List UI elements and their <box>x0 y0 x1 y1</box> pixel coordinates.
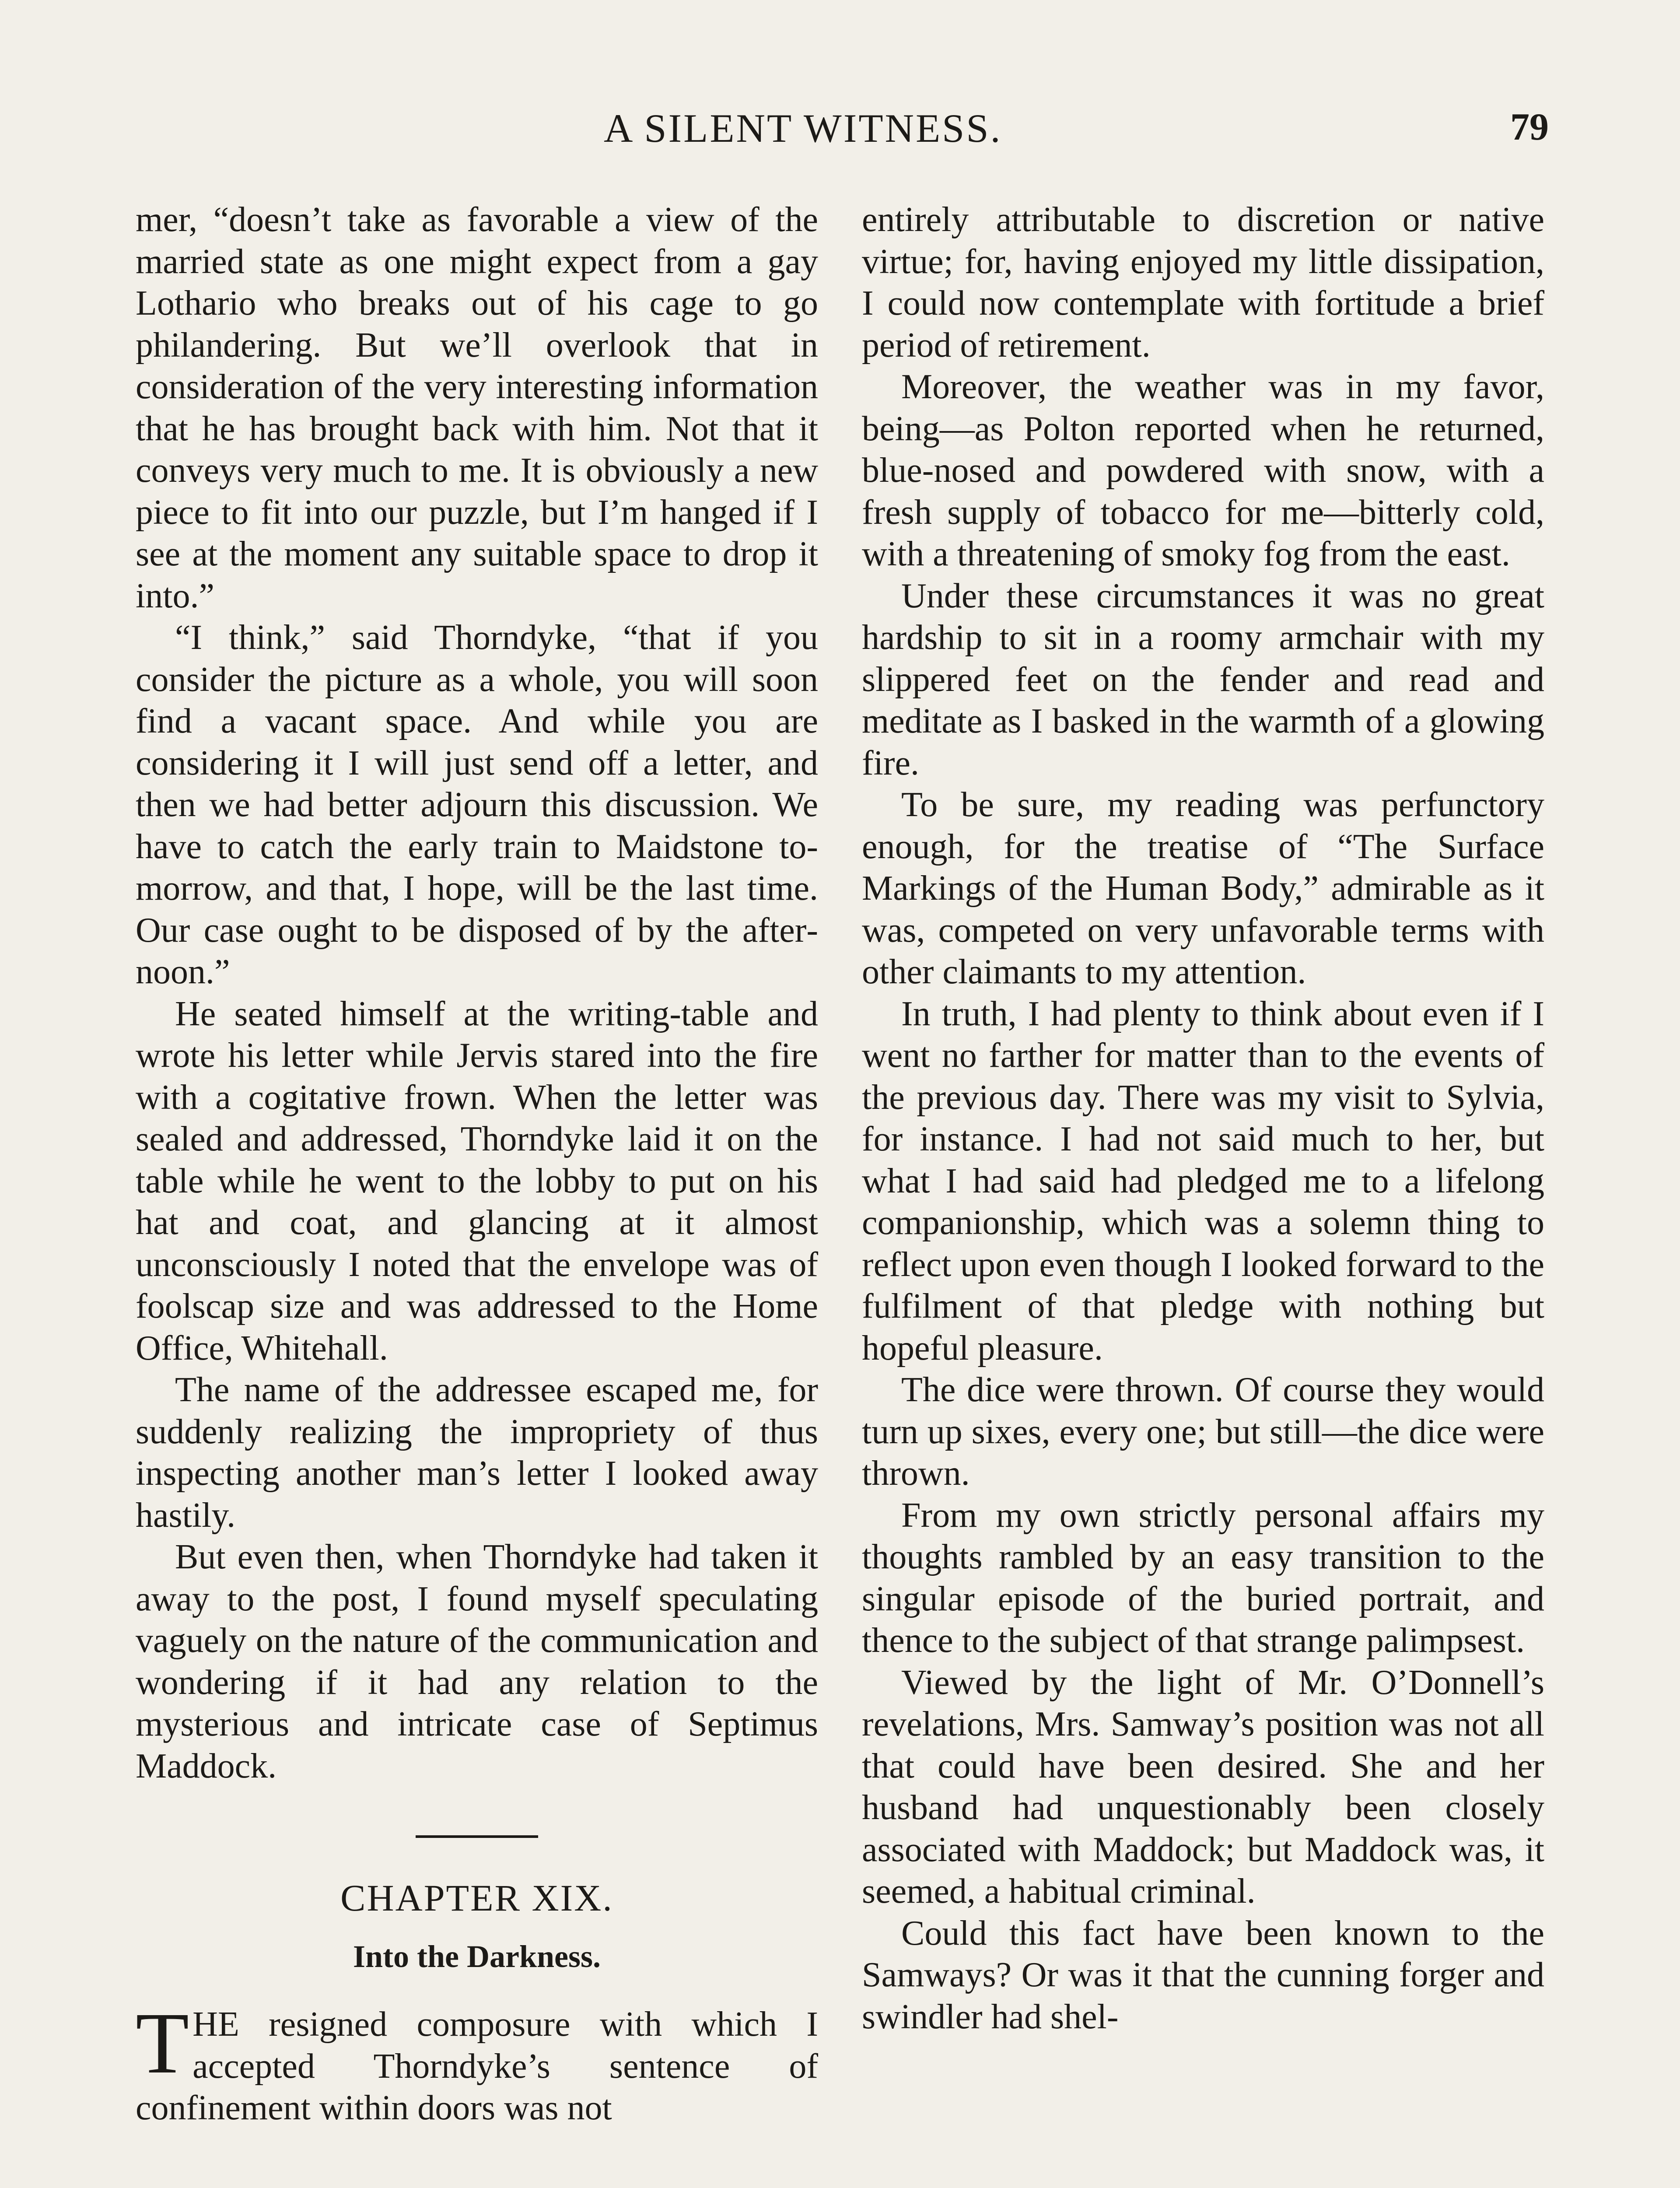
paragraph: Could this fact have been known to the Samways? Or was it that the cunning forger and swindler had shel- <box>862 1914 1544 2036</box>
paragraph: entirely attributable to discretion or native virtue; for, having enjoyed my little dissipation, I could now contemplate with fortitude a brief period of retirement. <box>862 200 1544 365</box>
paragraph: mer, “doesn’t take as favorable a view of the married state as one might expect from a gay Lothario who breaks out of his cage to go philandering. But we’ll overlook that in consideration of the very interesting information that he has brought back with him. Not that it conveys very much to me. It is obviously a new piece to fit into our puzzle, but I’m hanged if I see at the moment any suitable space to drop it into.” <box>136 200 818 615</box>
paragraph: “I think,” said Thorndyke, “that if you consider the picture as a whole, you will soon find a vacant space. And while you are considering it I will just send off a letter, and then we had better adjourn this discussion. We have to catch the early train to Maidstone to-morrow, and that, I hope, will be the last time. Our case ought to be disposed of by the afternoon.” <box>136 618 818 991</box>
running-title: A SILENT WITNESS. <box>604 106 1002 151</box>
chapter-subtitle: Into the Darkness. <box>353 1939 601 1974</box>
paragraph: The name of the addressee escaped me, for suddenly realizing the impropriety of thus inspecting another man’s letter I looked away hastily. <box>136 1371 818 1535</box>
chapter-opening-paragraph <box>136 1995 818 2129</box>
paragraph: Moreover, the weather was in my favor, being—as Polton reported when he returned, blue-nosed and powdered with snow, with a fresh supply of tobacco for me—bitterly cold, with a threatening of smoky fog from the east. <box>862 368 1544 573</box>
paragraph: The dice were thrown. Of course they would turn up sixes, every one; but still—the dice were thrown. <box>862 1371 1544 1493</box>
section-divider <box>416 1835 538 1838</box>
chapter-heading: CHAPTER XIX. <box>340 1877 613 1919</box>
paragraph: To be sure, my reading was perfunctory enough, for the treatise of “The Surface Markings of the Human Body,” admirable as it was, competed on very unfavorable terms with other claimants to my attention. <box>862 785 1544 991</box>
page-header <box>0 105 1680 162</box>
drop-cap: T <box>136 1995 189 2092</box>
paragraph: Viewed by the light of Mr. O’Donnell’s revelations, Mrs. Samway’s position was not all that could have been desired. She and her husband had unquestionably been closely associated with Maddock; but Maddock was, it seemed, a habitual criminal. <box>862 1663 1544 1911</box>
paragraph: Under these circumstances it was no great hardship to sit in a roomy armchair with my slippered feet on the fender and read and meditate as I basked in the warmth of a glowing fire. <box>862 576 1544 782</box>
left-column <box>136 199 818 2129</box>
right-column <box>862 199 1544 2038</box>
paragraph: But even then, when Thorndyke had taken it away to the post, I found myself speculating vaguely on the nature of the communication and wondering if it had any relation to the mysterious and intricate case of Septimus Maddock. <box>136 1538 818 1785</box>
paragraph: He seated himself at the writing-table and wrote his letter while Jervis stared into the fire with a cogitative frown. When the letter was sealed and addressed, Thorndyke laid it on the table while he went to the lobby to put on his hat and coat, and glancing at it almost unconsciously I noted that the envelope was of foolscap size and was addressed to the Home Office, Whitehall. <box>136 994 818 1368</box>
paragraph: From my own strictly personal affairs my thoughts rambled by an easy transition to the singular episode of the buried portrait, and thence to the subject of that strange palimpsest. <box>862 1496 1544 1660</box>
page-number: 79 <box>1510 106 1549 148</box>
paragraph: In truth, I had plenty to think about even if I went no farther for matter than to the events of the previous day. There was my visit to Sylvia, for instance. I had not said much to her, but what I had said had pledged me to a lifelong companionship, which was a solemn thing to reflect upon even though I looked forward to the fulfilment of that pledge with nothing but hopeful pleasure. <box>862 994 1544 1368</box>
chapter-opening-text: HE resigned composure with which I accepted Thorndyke’s sentence of confinement within doors was not <box>136 2005 818 2127</box>
